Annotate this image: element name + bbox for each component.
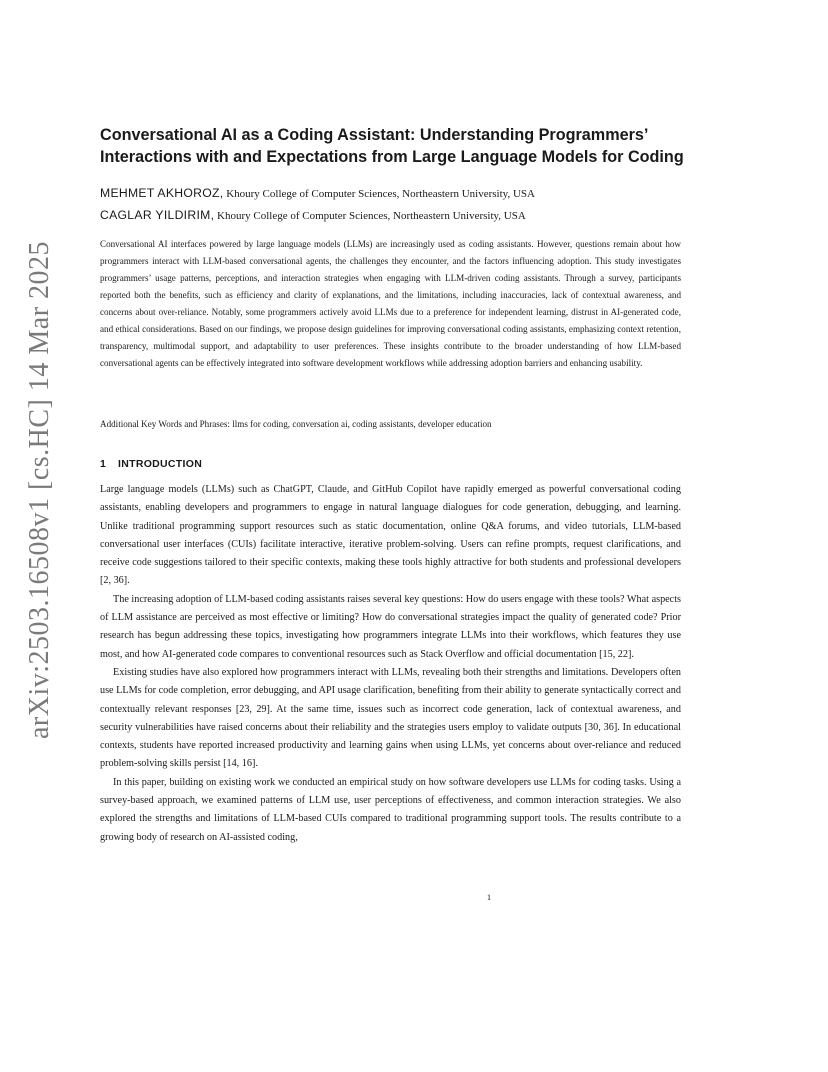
author-affiliation: Khoury College of Computer Sciences, Northeastern University, USA xyxy=(223,188,535,200)
body-paragraph: The increasing adoption of LLM-based coding assistants raises several key questions: How do users engage with these tools? What aspects of LLM assistance are perceived as most effective or limiting? How do conversational strategies impact the quality of generated code? Prior research has begun addressing these topics, investigating how programmers integrate LLMs into their workflows, which features they use most, and how AI-generated code compares to conventional resources such as Stack Overflow and official documentation [15, 22]. xyxy=(100,593,681,660)
author-name: CAGLAR YILDIRIM, xyxy=(100,208,215,222)
body-paragraph: Large language models (LLMs) such as ChatGPT, Claude, and GitHub Copilot have rapidly emerged as powerful conversational coding assistants, enabling developers and programmers to engage in natural language dialogues for code generation, debugging, and learning. Unlike traditional programming support resources such as static documentation, online Q&A forums, and video tutorials, LLM-based conversational user interfaces (CUIs) facilitate interactive, iterative problem-solving. Users can refine prompts, request clarifications, and receive code suggestions tailored to their specific contexts, making these tools highly attractive for both students and professional developers [2, 36]. xyxy=(100,484,681,587)
section-title: INTRODUCTION xyxy=(118,458,203,470)
page-number: 1 xyxy=(486,892,492,902)
body-paragraph: Existing studies have also explored how programmers interact with LLMs, revealing both their strengths and limitations. Developers often use LLMs for code completion, error debugging, and API usage clarification, benefiting from their ability to generate syntactically correct and contextually relevant responses [23, 29]. At the same time, issues such as incorrect code generation, lack of contextual awareness, and security vulnerabilities have raised concerns about their reliability and the strategies users employ to validate outputs [30, 36]. In educational contexts, students have reported increased productivity and learning gains when using LLMs, yet concerns about over-reliance and reduced problem-solving skills persist [14, 16]. xyxy=(100,666,681,770)
section-heading xyxy=(100,458,202,470)
abstract: Conversational AI interfaces powered by large language models (LLMs) are increasingly used as coding assistants. However, questions remain about how programmers interact with LLM-based conversational agents, the challenges they encounter, and the factors influencing adoption. This study investigates programmers’ usage patterns, perceptions, and interaction strategies when engaging with LLM-driven coding assistants. Through a survey, participants reported both the benefits, such as efficiency and clarity of explanations, and the limitations, including inaccuracies, lack of contextual awareness, and concerns about over-reliance. Notably, some programmers actively avoid LLMs due to a preference for independent learning, distrust in AI-generated code, and ethical considerations. Based on our findings, we propose design guidelines for improving conversational coding assistants, emphasizing context retention, transparency, multimodal support, and adaptability to user preferences. These insights contribute to the broader understanding of how LLM-based conversational agents can be effectively integrated into software development workflows while addressing adoption barriers and enhancing usability. xyxy=(100,239,681,368)
arxiv-identifier-stamp xyxy=(20,240,60,740)
section-body xyxy=(100,481,681,847)
arxiv-identifier-text: arXiv:2503.16508v1 [cs.HC] 14 Mar 2025 xyxy=(24,240,55,740)
author-line xyxy=(100,186,535,200)
keywords: Additional Key Words and Phrases: llms for coding, conversation ai, coding assistants, developer education xyxy=(100,419,492,429)
paper-title: Conversational AI as a Coding Assistant: Understanding Programmers’ Interactions with and Expectations from Large Language Models for Coding xyxy=(100,126,684,166)
body-paragraph: In this paper, building on existing work we conducted an empirical study on how software developers use LLMs for coding tasks. Using a survey-based approach, we examined patterns of LLM use, user perceptions of effectiveness, and common interaction strategies. We also explored the strengths and limitations of LLM-based CUIs compared to traditional programming support tools. The results contribute to a growing body of research on AI-assisted coding, xyxy=(100,776,681,843)
author-name: MEHMET AKHOROZ, xyxy=(100,186,224,200)
section-number: 1 xyxy=(100,458,107,470)
author-affiliation: Khoury College of Computer Sciences, Northeastern University, USA xyxy=(214,210,526,222)
author-line xyxy=(100,208,526,222)
